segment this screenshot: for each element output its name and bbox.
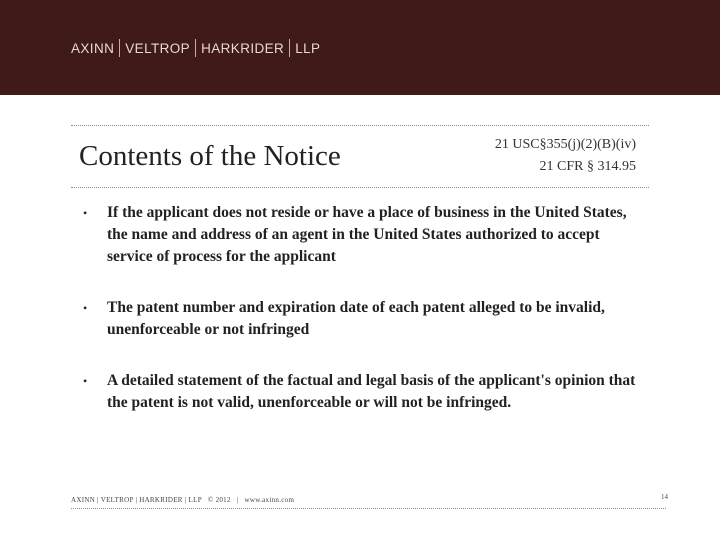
slide-title: Contents of the Notice	[79, 140, 341, 172]
title-top-rule	[71, 125, 649, 126]
header-banner	[0, 0, 720, 95]
logo-divider	[119, 39, 120, 57]
logo-part-veltrop: VELTROP	[125, 40, 191, 56]
bullet-icon: •	[83, 301, 88, 315]
footer-divider: |	[236, 496, 239, 504]
bullet-icon: •	[83, 206, 88, 220]
bullet-item	[79, 370, 639, 414]
footer-firm: AXINN | VELTROP | HARKRIDER | LLP	[71, 496, 202, 504]
title-bottom-rule	[71, 187, 649, 188]
footer-rule	[71, 508, 666, 509]
citation-block	[495, 134, 636, 178]
logo-part-axinn: AXINN	[71, 40, 115, 56]
page-number: 14	[661, 493, 668, 501]
citation-cfr: 21 CFR § 314.95	[539, 159, 636, 174]
bullet-list	[79, 202, 639, 414]
bullet-text: If the applicant does not reside or have a place of business in the United States, the name and address of an agent in the United States authorized to accept service of process for the applicant	[107, 204, 627, 265]
footer-website[interactable]: www.axinn.com	[244, 496, 295, 504]
logo-part-llp: LLP	[295, 40, 321, 56]
bullet-item	[79, 297, 639, 341]
logo-divider	[195, 39, 196, 57]
footer-copyright: © 2012	[207, 496, 231, 504]
bullet-icon: •	[83, 374, 88, 388]
logo-part-harkrider: HARKRIDER	[201, 40, 285, 56]
firm-logo	[71, 39, 320, 57]
bullet-item	[79, 202, 639, 268]
logo-divider	[289, 39, 290, 57]
citation-usc: 21 USC§355(j)(2)(B)(iv)	[494, 137, 636, 152]
bullet-text: The patent number and expiration date of each patent alleged to be invalid, unenforceable or not infringed	[107, 299, 605, 338]
bullet-text: A detailed statement of the factual and legal basis of the applicant's opinion that the patent is not valid, unenforceable or will not be infringed.	[107, 372, 636, 411]
footer	[71, 496, 294, 504]
